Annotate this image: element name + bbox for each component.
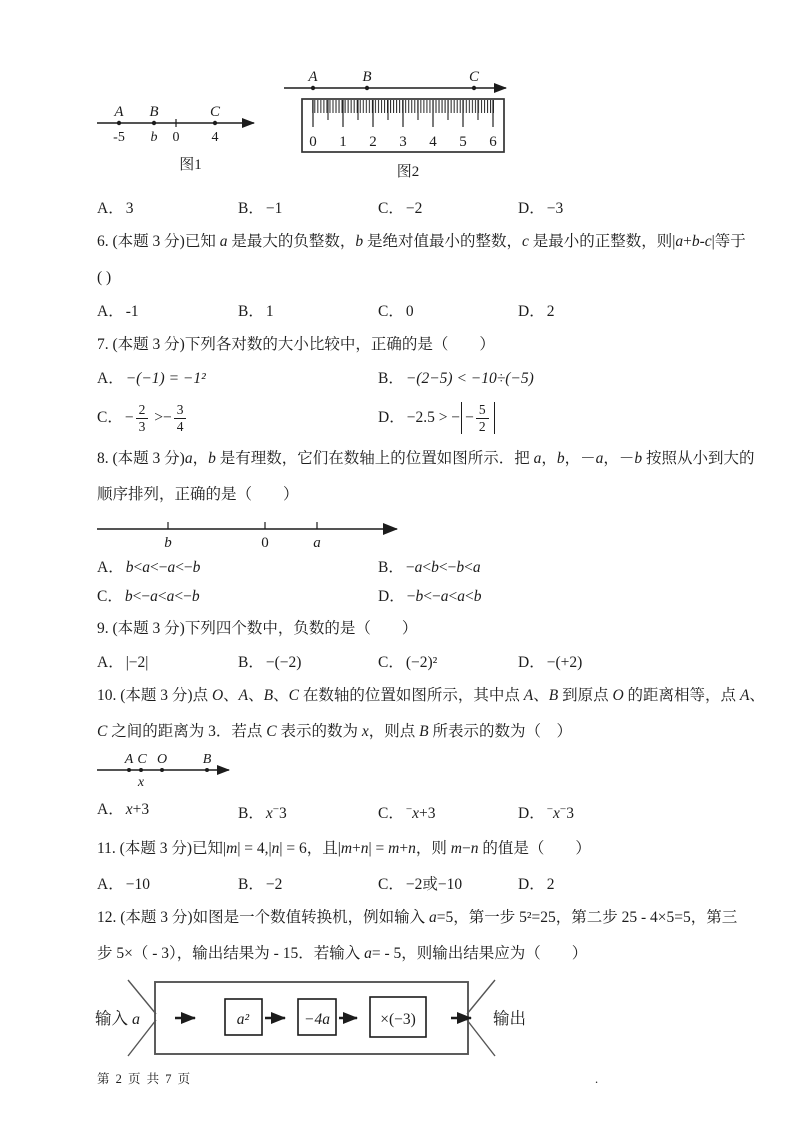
question-8-stem: 8. (本题 3 分)a，b 是有理数，它们在数轴上的位置如图所示．把 a，b，－a，－b 按照从小到大的 — [97, 450, 755, 467]
fig1-point-c-label: C — [209, 104, 221, 120]
fig2-point-c-label: C — [468, 70, 480, 85]
machine-input-var: a — [132, 1010, 140, 1028]
question-8-option-a: A． b<a<−a<−b — [97, 559, 201, 576]
question-8-number-line — [97, 515, 427, 553]
fig2-point-a-label: A — [308, 70, 318, 85]
question-10-option-a: A． x+3 — [97, 801, 150, 818]
machine-output-label: 输出 — [493, 1008, 526, 1028]
question-8-option-d: D． −b<−a<a<b — [378, 588, 482, 605]
question-10-number-line — [97, 750, 342, 794]
q10-label-o: O — [156, 752, 168, 767]
question-7-stem: 7. (本题 3 分)下列各对数的大小比较中，正确的是（ ） — [97, 336, 495, 353]
machine-input-label: 输入 — [95, 1008, 128, 1028]
figure-2-caption: 图2 — [396, 164, 420, 180]
q10-label-x: x — [137, 775, 145, 790]
ruler-numbers — [309, 134, 497, 150]
question-12-converter-machine — [95, 976, 535, 1060]
fig1-value-c: 4 — [211, 130, 219, 145]
page-footer — [97, 1069, 733, 1089]
q8-label-b: b — [164, 535, 172, 551]
question-7-option-d: D． −2.5 > − − $\frac{5}{2}$ — [378, 402, 733, 434]
question-6-option-a: A． -1 — [97, 303, 139, 320]
question-10-option-d: D． −x−3 — [518, 803, 574, 822]
question-5-option-a: A． 3 — [97, 200, 134, 217]
question-7-option-c: C． − $\frac{2}{3}$ >− $\frac{3}{4}$ — [97, 402, 378, 434]
question-11-stem: 11. (本题 3 分)已知|m| = 4,|n| = 6，且|m+n| = m+n，则 m−n 的值是（ ） — [97, 839, 591, 857]
svg-text:4: 4 — [429, 134, 437, 150]
question-7-option-a: A． −(−1) = −1² — [97, 370, 206, 387]
question-11-option-b: B． −2 — [238, 875, 283, 893]
figure-1-number-line — [97, 97, 284, 149]
question-10-stem: 10. (本题 3 分)点 O、A、B、C 在数轴的位置如图所示，其中点 A、B 到原点 O 的距离相等，点 A、 — [97, 687, 765, 704]
question-9-option-c: C． (−2)² — [378, 654, 438, 671]
question-6-option-b: B． 1 — [238, 303, 274, 320]
svg-text:3: 3 — [399, 134, 407, 150]
question-9 — [97, 611, 733, 678]
question-12 — [95, 900, 738, 1060]
question-9-option-b: B． −(−2) — [238, 654, 302, 671]
question-7-options-cd — [97, 395, 733, 441]
question-8-option-b: B． −a<b<−b<a — [378, 559, 481, 576]
question-12-stem: 12. (本题 3 分)如图是一个数值转换机，例如输入 a=5，第一步 5²=25，第二步 25 - 4×5=5，第三 — [97, 908, 738, 926]
question-6-option-d: D． 2 — [518, 303, 555, 320]
question-7-options-ab — [97, 363, 733, 395]
svg-text:2: 2 — [369, 134, 377, 150]
fig1-point-a-label: A — [114, 104, 124, 120]
figure-1-caption: 图1 — [179, 157, 202, 173]
machine-step2-label: −4a — [304, 1010, 330, 1028]
question-5-option-c: C． −2 — [378, 200, 423, 217]
fig1-value-a: -5 — [113, 130, 125, 145]
q10-label-b: B — [202, 752, 212, 767]
question-5-figures — [97, 70, 733, 183]
question-6 — [97, 224, 746, 327]
svg-text:0: 0 — [309, 134, 317, 150]
fig1-point-b-label: B — [149, 104, 159, 120]
question-11-option-d: D． 2 — [518, 875, 555, 893]
question-9-stem: 9. (本题 3 分)下列四个数中，负数的是（ ） — [97, 620, 418, 637]
figure-2-block — [284, 70, 532, 183]
machine-step1-label: a² — [236, 1010, 250, 1028]
page-number-text: 第 2 页 共 7 页 — [97, 1071, 192, 1086]
svg-text:6: 6 — [489, 134, 497, 150]
question-5-option-b: B． −1 — [238, 200, 283, 217]
fig1-value-zero: 0 — [172, 130, 180, 145]
question-7 — [97, 327, 733, 441]
question-11 — [97, 829, 733, 900]
svg-text:1: 1 — [339, 134, 347, 150]
q10-label-c: C — [137, 752, 147, 767]
figure-1-block — [97, 97, 284, 176]
question-7-option-b: B． −(2−5) < −10÷(−5) — [378, 370, 534, 387]
fraction-five-halves: $\frac{5}{2}$ — [476, 402, 489, 434]
fraction-two-thirds: $\frac{2}{3}$ — [136, 402, 149, 434]
question-12-stem-line2: 步 5×（ - 3），输出结果为 - 15．若输入 a= - 5，则输出结果应为（ ） — [97, 944, 588, 962]
question-8-option-c: C． b<−a<a<−b — [97, 588, 200, 605]
question-8-options-cd — [97, 582, 733, 611]
question-9-option-a: A． |−2| — [97, 654, 149, 671]
question-9-options — [97, 647, 733, 678]
machine-right-funnel — [467, 980, 495, 1056]
q8-label-a: a — [313, 535, 321, 551]
q8-label-zero: 0 — [261, 535, 269, 551]
question-8-stem-line2: 顺序排列，正确的是（ ） — [97, 486, 299, 503]
absolute-value-bars: − $\frac{5}{2}$ — [461, 402, 495, 434]
machine-step3-label: ×(−3) — [380, 1010, 416, 1028]
question-11-option-c: C． −2或−10 — [378, 875, 463, 893]
stray-period: . — [595, 1071, 599, 1086]
question-10-stem-line2: C 之间的距离为 3．若点 C 表示的数为 x，则点 B 所表示的数为（ ） — [97, 723, 572, 740]
question-10-options — [97, 794, 733, 829]
fig2-point-b-label: B — [362, 70, 372, 85]
question-6-options — [97, 296, 733, 327]
question-9-option-d: D． −(+2) — [518, 654, 583, 671]
q10-label-a: A — [124, 752, 134, 767]
question-5-options — [97, 193, 733, 224]
svg-text:5: 5 — [459, 134, 467, 150]
question-8-options-ab — [97, 553, 733, 582]
question-10 — [97, 678, 765, 829]
question-11-option-a: A． −10 — [97, 875, 150, 893]
fraction-three-fourths: $\frac{3}{4}$ — [174, 402, 187, 434]
question-8 — [97, 441, 755, 611]
question-6-stem-line2: ( ) — [97, 269, 112, 286]
figure-2-ruler — [284, 70, 532, 156]
fig1-value-b: b — [150, 130, 158, 145]
question-10-option-c: C． −x+3 — [378, 803, 436, 822]
question-5-option-d: D． −3 — [518, 200, 564, 217]
question-6-stem: 6. (本题 3 分)已知 a 是最大的负整数，b 是绝对值最小的整数，c 是最小的正整数，则|a+b-c|等于 — [97, 233, 746, 250]
question-11-options — [97, 869, 733, 900]
question-6-option-c: C． 0 — [378, 303, 414, 320]
question-10-option-b: B． x−3 — [238, 803, 287, 822]
